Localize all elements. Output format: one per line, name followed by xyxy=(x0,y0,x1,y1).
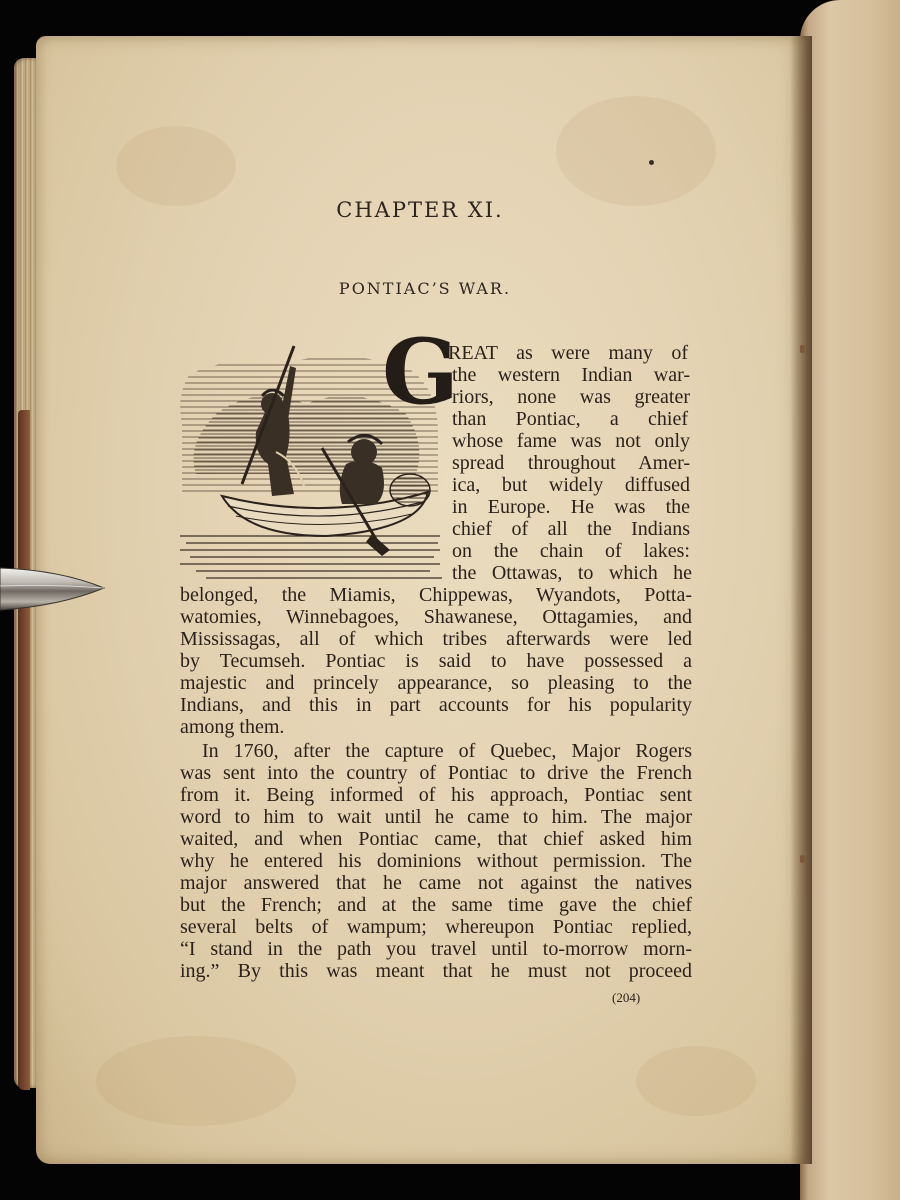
text-line: on the chain of lakes: xyxy=(452,540,690,562)
binding-stitch xyxy=(800,855,805,863)
ink-spot xyxy=(649,160,654,165)
text-line: the Ottawas, to which he xyxy=(452,562,692,584)
text-line: in Europe. He was the xyxy=(452,496,690,518)
text-line: was sent into the country of Pontiac to drive the French xyxy=(180,762,692,784)
text-line: Indians, and this in part accounts for his popularity xyxy=(180,694,692,716)
text-line: whose fame was not only xyxy=(452,430,690,452)
text-line: In 1760, after the capture of Quebec, Major Rogers xyxy=(202,740,692,762)
text-line: from it. Being informed of his approach, Pontiac sent xyxy=(180,784,692,806)
text-line: major answered that he came not against the natives xyxy=(180,872,692,894)
text-line: watomies, Winnebagoes, Shawanese, Ottagamies, and xyxy=(180,606,692,628)
text-line: spread throughout Amer- xyxy=(452,452,690,474)
chapter-title: CHAPTER XI. xyxy=(336,198,504,222)
text-line: “I stand in the path you travel until to-morrow morn- xyxy=(180,938,692,960)
book-cover-edge xyxy=(18,410,30,1090)
page-number: (204) xyxy=(612,990,641,1005)
binding-stitch xyxy=(800,345,805,353)
text-line: but the French; and at the same time gave the chief xyxy=(180,894,692,916)
text-line: among them. xyxy=(180,716,285,738)
text-line: ing.” By this was meant that he must not proceed xyxy=(180,960,692,982)
text-line: belonged, the Miamis, Chippewas, Wyandots, Potta- xyxy=(180,584,692,606)
text-line: Mississagas, all of which tribes afterwards were led xyxy=(180,628,692,650)
text-line: word to him to wait until he came to him. The major xyxy=(180,806,692,828)
drop-cap-letter: G xyxy=(382,319,459,425)
text-line: the western Indian war- xyxy=(452,364,690,386)
text-line: by Tecumseh. Pontiac is said to have possessed a xyxy=(180,650,692,672)
text-line: REAT as were many of xyxy=(448,342,688,364)
text-line: riors, none was greater xyxy=(452,386,690,408)
text-line: majestic and princely appearance, so pleasing to the xyxy=(180,672,692,694)
text-line: why he entered his dominions without permission. The xyxy=(180,850,692,872)
next-page-edge xyxy=(800,0,900,1200)
section-title: PONTIAC’S WAR. xyxy=(338,279,512,298)
text-line: several belts of wampum; whereupon Pontiac replied, xyxy=(180,916,692,938)
text-line: ica, but widely diffused xyxy=(452,474,690,496)
pen-pointer-icon xyxy=(0,566,106,612)
text-line: waited, and when Pontiac came, that chief asked him xyxy=(180,828,692,850)
text-line: than Pontiac, a chief xyxy=(452,408,688,430)
text-line: chief of all the Indians xyxy=(452,518,690,540)
